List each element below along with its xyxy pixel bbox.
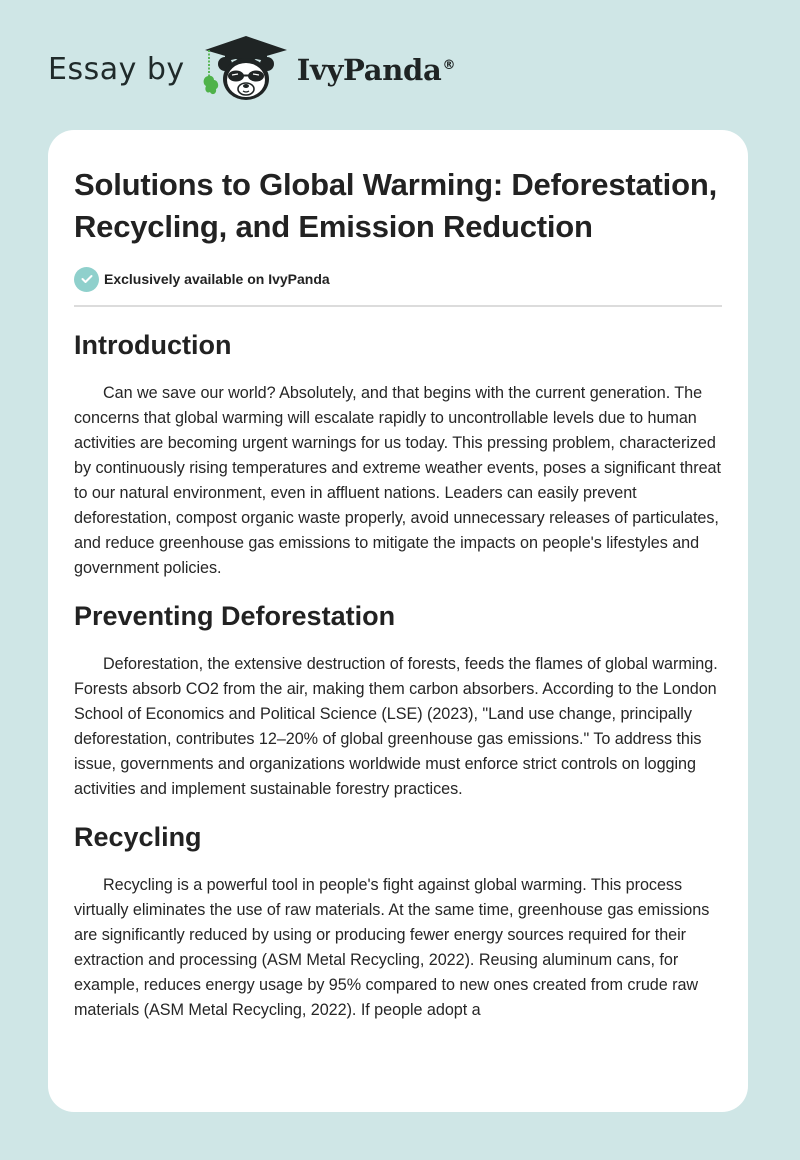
divider — [74, 305, 722, 307]
panda-graduate-logo-icon — [203, 32, 289, 102]
essay-title: Solutions to Global Warming: Deforestation, Recycling, and Emission Reduction — [74, 167, 717, 244]
section-introduction — [74, 328, 722, 581]
section-heading: Introduction — [74, 330, 232, 360]
exclusive-text: Exclusively available on IvyPanda — [104, 271, 330, 287]
essay-card — [48, 130, 748, 1112]
registered-mark: ® — [442, 58, 456, 74]
section-heading: Preventing Deforestation — [74, 601, 396, 631]
section-recycling — [74, 820, 722, 1023]
exclusive-badge — [74, 266, 722, 292]
section-paragraph: Deforestation, the extensive destruction of forests, feeds the flames of global warming. Forests absorb CO2 from the air, making them carbon absorbers. According to the London School of Economics and Political Science (LSE) (2023), "Land use change, principally deforestation, contributes 12–20% of global greenhouse gas emissions." To address this issue, governments and organizations worldwide must enforce strict controls on logging activities and implement sustainable forestry practices. — [74, 655, 718, 798]
brand-name-text: IvyPanda — [296, 53, 442, 87]
check-circle-icon — [74, 267, 99, 292]
brand-prefix: Essay by — [48, 51, 185, 87]
brand-name — [297, 53, 456, 87]
section-paragraph: Recycling is a powerful tool in people's fight against global warming. This process virtually eliminates the use of raw materials. At the same time, greenhouse gas emissions are significantly reduced by using or producing fewer energy sources required for their extraction and processing (ASM Metal Recycling, 2022). Reusing aluminum cans, for example, reduces energy usage by 95% compared to new ones created from crude raw materials (ASM Metal Recycling, 2022). If people adopt a — [74, 876, 710, 1019]
brand-header[interactable] — [48, 32, 455, 102]
section-paragraph: Can we save our world? Absolutely, and that begins with the current generation. The concerns that global warming will escalate rapidly to uncontrollable levels due to human activities are becoming urgent warnings for us today. This pressing problem, characterized by continuously rising temperatures and extreme weather events, poses a significant threat to our natural environment, even in affluent nations. Leaders can easily prevent deforestation, compost organic waste properly, avoid unnecessary releases of particulates, and reduce greenhouse gas emissions to mitigate the impacts on people's lifestyles and government policies. — [74, 384, 721, 577]
section-heading: Recycling — [74, 822, 202, 852]
section-preventing-deforestation — [74, 599, 722, 802]
